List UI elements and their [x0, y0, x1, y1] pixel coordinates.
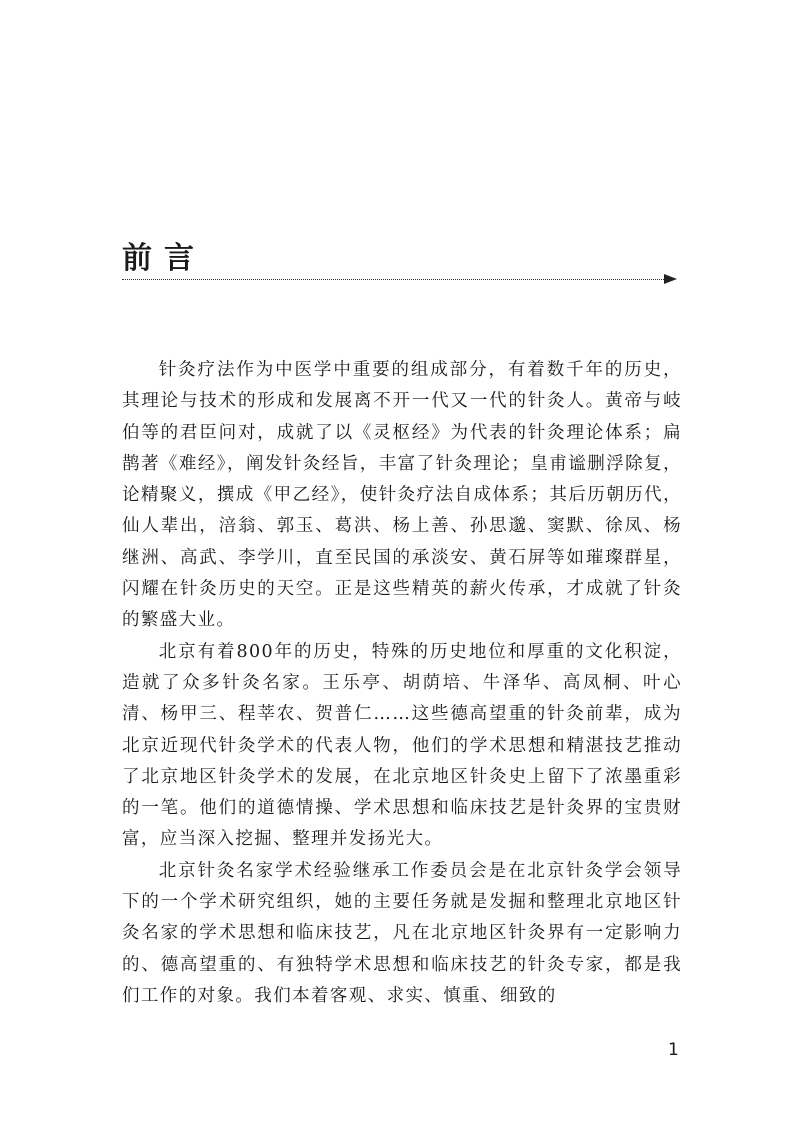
preface-body — [122, 355, 682, 1012]
heading-dotted-rule — [122, 279, 668, 280]
paragraph-1: 针灸疗法作为中医学中重要的组成部分，有着数千年的历史，其理论与技术的形成和发展离不开一代又一代的针灸人。黄帝与岐伯等的君臣问对，成就了以《灵枢经》为代表的针灸理论体系；扁鹊著《难经》，阐发针灸经旨，丰富了针灸理论；皇甫谧删浮除复，论精聚义，撰成《甲乙经》，使针灸疗法自成体系；其后历朝历代，仙人辈出，涪翁、郭玉、葛洪、杨上善、孙思邈、窦默、徐凤、杨继洲、高武、李学川，直至民国的承淡安、黄石屏等如璀璨群星，闪耀在针灸历史的天空。正是这些精英的薪火传承，才成就了针灸的繁盛大业。 — [122, 360, 682, 631]
paragraph-3: 北京针灸名家学术经验继承工作委员会是在北京针灸学会领导下的一个学术研究组织，她的主要任务就是发掘和整理北京地区针灸名家的学术思想和临床技艺，凡在北京地区针灸界有一定影响力的、德高望重的、有独特学术思想和临床技艺的针灸专家，都是我们工作的对象。我们本着客观、求实、慎重、细致的 — [122, 860, 682, 1006]
rule-arrow-icon — [664, 274, 677, 284]
page-number: 1 — [668, 1040, 679, 1060]
chapter-heading: 前言 — [122, 241, 206, 276]
paragraph-2: 北京有着800年的历史，特殊的历史地位和厚重的文化积淀，造就了众多针灸名家。王乐亭、胡荫培、牛泽华、高凤桐、叶心清、杨甲三、程莘农、贺普仁……这些德高望重的针灸前辈，成为北京近现代针灸学术的代表人物，他们的学术思想和精湛技艺推动了北京地区针灸学术的发展，在北京地区针灸史上留下了浓墨重彩的一笔。他们的道德情操、学术思想和临床技艺是针灸界的宝贵财富，应当深入挖掘、整理并发扬光大。 — [122, 641, 682, 850]
